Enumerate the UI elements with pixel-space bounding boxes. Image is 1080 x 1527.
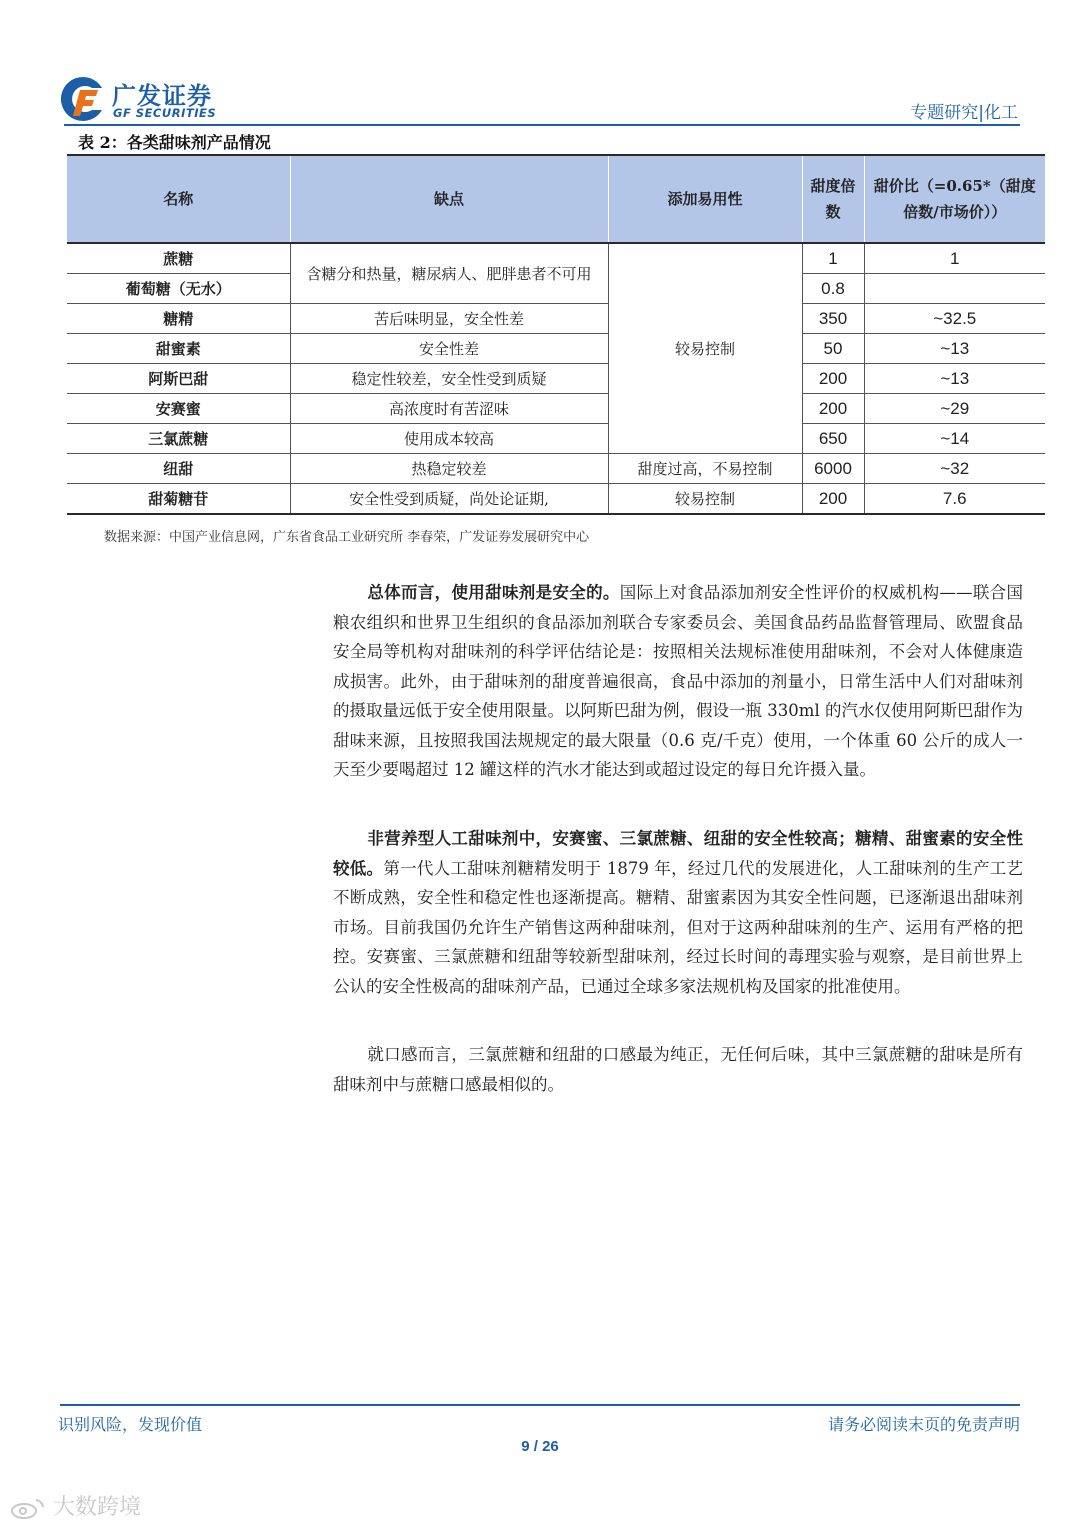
col-header-defect: 缺点 — [290, 155, 608, 243]
footer-slogan: 识别风险，发现价值 — [58, 1415, 203, 1434]
table-row — [67, 364, 1045, 394]
cell-ease: 较易控制 — [608, 484, 802, 515]
cell-sweetness: 200 — [802, 364, 864, 394]
cell-ratio: ~13 — [864, 364, 1045, 394]
cell-ease: 甜度过高，不易控制 — [608, 454, 802, 484]
brand-name-cn: 广发证券 — [112, 82, 212, 110]
cell-ratio: ~29 — [864, 394, 1045, 424]
cell-ratio: 1 — [864, 243, 1045, 274]
cell-name: 蔗糖 — [67, 243, 290, 274]
paragraph-text: 就口感而言，三氯蔗糖和纽甜的口感最为纯正，无任何后味，其中三氯蔗糖的甜味是所有甜味剂中与蔗糖口感最相似的。 — [333, 1045, 1023, 1094]
cell-sweetness: 200 — [802, 394, 864, 424]
company-logo — [58, 74, 228, 124]
header-divider — [64, 124, 1020, 126]
cell-defect: 热稳定较差 — [290, 454, 608, 484]
weibo-icon — [10, 1496, 46, 1520]
cell-ratio: 7.6 — [864, 484, 1045, 515]
cell-name: 甜菊糖苷 — [67, 484, 290, 515]
cell-name: 安赛蜜 — [67, 394, 290, 424]
table-row — [67, 484, 1045, 515]
table-row — [67, 394, 1045, 424]
page-number: 9 / 26 — [521, 1438, 559, 1455]
cell-sweetness: 350 — [802, 304, 864, 334]
footer-divider — [60, 1404, 1020, 1406]
cell-sweetness: 6000 — [802, 454, 864, 484]
watermark — [10, 1490, 141, 1521]
cell-sweetness: 1 — [802, 243, 864, 274]
col-header-ratio: 甜价比（=0.65*（甜度倍数/市场价）） — [864, 155, 1045, 243]
cell-name: 葡萄糖（无水） — [67, 274, 290, 304]
table-source: 数据来源：中国产业信息网，广东省食品工业研究所 李春荣，广发证券发展研究中心 — [104, 530, 590, 545]
cell-name: 三氯蔗糖 — [67, 424, 290, 454]
cell-sweetness: 50 — [802, 334, 864, 364]
cell-name: 糖精 — [67, 304, 290, 334]
cell-name: 纽甜 — [67, 454, 290, 484]
cell-defect: 高浓度时有苦涩味 — [290, 394, 608, 424]
report-section: 专题研究|化工 — [910, 103, 1018, 123]
cell-defect: 苦后味明显，安全性差 — [290, 304, 608, 334]
cell-ratio: ~32 — [864, 454, 1045, 484]
table-row — [67, 304, 1045, 334]
paragraph-safety — [333, 578, 1023, 785]
cell-defect: 使用成本较高 — [290, 424, 608, 454]
col-header-ease: 添加易用性 — [608, 155, 802, 243]
brand-name-en: GF SECURITIES — [113, 106, 217, 120]
watermark-text: 大数跨境 — [53, 1495, 142, 1520]
cell-defect: 安全性差 — [290, 334, 608, 364]
table-title: 表 2：各类甜味剂产品情况 — [78, 133, 271, 152]
footer-disclaimer-link[interactable]: 请务必阅读末页的免责声明 — [827, 1415, 1020, 1434]
paragraph-lead: 总体而言，使用甜味剂是安全的。 — [367, 583, 620, 602]
col-header-name: 名称 — [67, 155, 290, 243]
table-header-row — [67, 155, 1045, 243]
paragraph-taste — [333, 1040, 1023, 1099]
table-row — [67, 454, 1045, 484]
table-row — [67, 424, 1045, 454]
cell-defect: 稳定性较差，安全性受到质疑 — [290, 364, 608, 394]
cell-defect: 含糖分和热量，糖尿病人、肥胖患者不可用 — [290, 243, 608, 304]
paragraph-lead: 非营养型人工甜味剂中，安赛蜜、三氯蔗糖、纽甜的安全性较高；糖精、甜蜜素的安全性较低。 — [333, 829, 1023, 878]
paragraph-text: 第一代人工甜味剂糖精发明于 1879 年，经过几代的发展进化，人工甜味剂的生产工艺不断成熟，安全性和稳定性也逐渐提高。糖精、甜蜜素因为其安全性问题，已逐渐退出甜味剂市场。目前我国仍允许生产销售这两种甜味剂，但对于这两种甜味剂的生产、运用有严格的把控。安赛蜜、三氯蔗糖和纽甜等较新型甜味剂，经过长时间的毒理实验与观察，是目前世界上公认的安全性极高的甜味剂产品，已通过全球多家法规机构及国家的批准使用。 — [333, 858, 1024, 996]
cell-defect: 安全性受到质疑，尚处论证期, — [290, 484, 608, 515]
gf-logo-icon — [58, 74, 108, 124]
table-row — [67, 334, 1045, 364]
sweetener-table — [67, 154, 1045, 515]
cell-ratio: ~13 — [864, 334, 1045, 364]
cell-ratio: ~32.5 — [864, 304, 1045, 334]
cell-sweetness: 200 — [802, 484, 864, 515]
cell-ease: 较易控制 — [608, 243, 802, 454]
table-row — [67, 243, 1045, 274]
cell-sweetness: 0.8 — [802, 274, 864, 304]
paragraph-text: 国际上对食品添加剂安全性评价的权威机构——联合国粮农组织和世界卫生组织的食品添加剂联合专家委员会、美国食品药品监督管理局、欧盟食品安全局等机构对甜味剂的科学评估结论是：按照相关法规标准使用甜味剂，不会对人体健康造成损害。此外，由于甜味剂的甜度普遍很高，食品中添加的剂量小，日常生活中人们对甜味剂的摄取量远低于安全使用限量。以阿斯巴甜为例，假设一瓶 330ml 的汽水仅使用阿斯巴甜作为甜味来源，且按照我国法规规定的最大限量（0.6 克/千克）使用，一个体重 60 公斤的成人一天至少要喝超过 12 罐这样的汽水才能达到或超过设定的每日允许摄入量。 — [333, 583, 1024, 779]
cell-name: 甜蜜素 — [67, 334, 290, 364]
cell-sweetness: 650 — [802, 424, 864, 454]
cell-name: 阿斯巴甜 — [67, 364, 290, 394]
col-header-sweetness: 甜度倍数 — [802, 155, 864, 243]
cell-ratio: ~14 — [864, 424, 1045, 454]
cell-ratio — [864, 274, 1045, 304]
paragraph-artificial-sweeteners — [333, 824, 1023, 1001]
